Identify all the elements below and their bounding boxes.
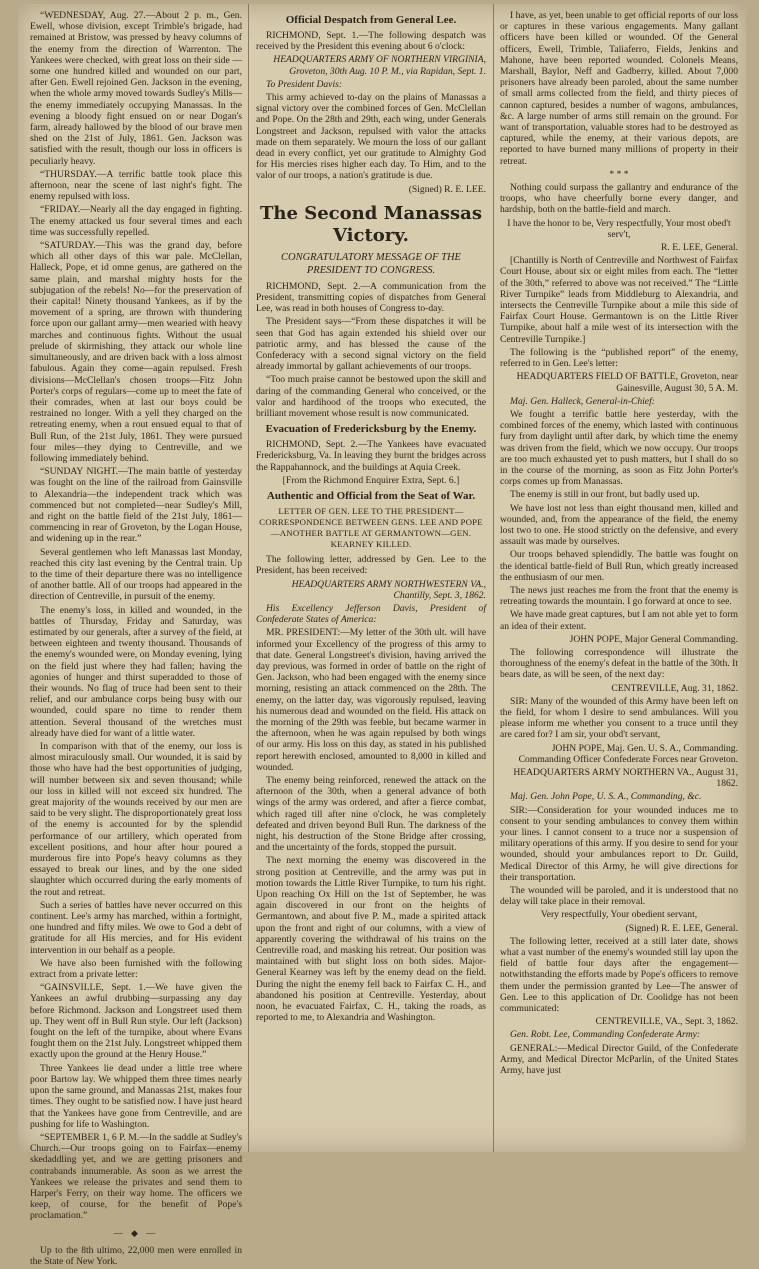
dateline: CENTREVILLE, VA., Sept. 3, 1862. [595, 1016, 738, 1028]
signature: JOHN POPE, Major General Commanding. [569, 633, 738, 645]
paragraph: SIR:—Consideration for your wounded induces me to consent to your sending ambulances to convey them within your lines. I cannot consent to a truce nor a suspension of military operations of this army. If you desire to send for your wounded, should your ambulances report to Dr. Guild, Medical Director of this Army, he will give directions for their transportation. [500, 804, 738, 883]
separator-ornament: — ◆ — [113, 1227, 159, 1238]
paragraph: Our troops behaved splendidly. The battle was fought on the identical battle-field of Bull Run, which greatly increased the enthusiasm of our men. [500, 549, 738, 583]
closing-note: Up to the 8th ultimo, 22,000 men were enrolled in the State of New York. [30, 1244, 242, 1267]
paragraph: Several gentlemen who left Manassas last Monday, reached this city last evening by the Central train. Up to the time of their departure there was no intelligence of another battle. All of our troops had appeared in the direction of Centreville, in pursuit of the enemy. [30, 546, 242, 603]
paragraph: [Chantilly is North of Centreville and Northwest of Fairfax Court House, about six or eight miles from each. The “letter of the 30th,” referred to above was not received.” The “Little River Turnpike” leads from Middleburg to Alexandria, and intersects the Centreville Turnpike about a mile this side of Fairfax Court House. Germantown is on the Little River Turnpike, about half a mile west of its intersection with the Centreville Turnpike.] [500, 255, 738, 345]
closing: I have the honor to be, Very respectfully, Your most obed't serv't, [507, 217, 731, 240]
paragraph: I have, as yet, been unable to get official reports of our loss or captures in these various engagements. Many gallant officers have been killed or wounded. Of the General officers, Ewell, Trimble, Taliaferro, Fields, Jenkins and Mahone, have been reported wounded. Colonels Means, Marshall, Baylor, Neff and Gadberry, killed. About 7,000 prisoners have already been paroled, about the same number of small arms collected from the field, and thirty pieces of cannon captured, besides a number of wagons, ambulances, &c. A large number of arms still remain on the ground. For want of transportation, valuable stores had to be destroyed as captured, while the enemy, at their various depots, are reported to have burned many millions of property in their retreat. [500, 10, 738, 167]
paragraph: RICHMOND, Sept. 1.—The following despatch was received by the President this evening about 6 o'clock: [256, 30, 486, 53]
paragraph: “WEDNESDAY, Aug. 27.—About 2 p. m., Gen. Ewell, whose division, except Trimble's brigade, had remained at Bristow, was pressed by heavy columns of the enemy from the direction of Warrenton. The Yankees were checked, with great loss on their side —some one hundred killed and wounded on our part, after Gen. Ewell rejoined Gen. Jackson in the evening, when the whole army moved towards Sudley's Mills—the enemy immediately occupying Manassas. In the evening a bloody fight ensued on or near Dogan's farm, already hallowed by the blood of our brave men shed on the 21st of July, 1861. Gen. Jackson was satisfied with the result, though our loss in officers is peculiarly heavy. [30, 10, 242, 167]
salutation: To President Davis: [266, 78, 343, 90]
signature: R. E. LEE, General. [661, 242, 738, 254]
salutation: His Excellency Jefferson Davis, President of Confederate States of America: [256, 602, 486, 626]
salutation: Maj. Gen. Halleck, General-in-Chief: [510, 395, 655, 407]
dateline: HEADQUARTERS FIELD OF BATTLE, Groveton, near Gainesville, August 30, 5 A. M. [516, 371, 738, 394]
column-rule [248, 4, 249, 1152]
paragraph: “SEPTEMBER 1, 6 P. M.—In the saddle at Sudley's Church.—Our troops going on to Fairfax—enemy skedaddling yet, and we are getting prisoners and contrabands innumerable. As soon as we arrest the Yankees we release the privates and send them to Harper's Ferry, on their way home. The officers we keep, of course, for the benefit of Pope's proclamation.” [30, 1131, 242, 1222]
paragraph: Such a series of battles have never occurred on this continent. Lee's army has marched, within a fortnight, one hundred and fifty miles. We owe to God a debt of gratitude for all His mercies, and for His evident intervention in our behalf as a people. [30, 899, 242, 956]
closing: Very respectfully, Your obedient servant, [540, 909, 698, 921]
paragraph: “SUNDAY NIGHT.—The main battle of yesterday was fought on the line of the railroad from Gainsville to Alexandria—the independent track which was commenced but not completed—near Sudley's Mill, and right on the battle field of the 21st July, 1861—commencing in rear of Groveton, by the Logan House, and widening up in the rear.” [30, 466, 242, 545]
dateline: HEADQUARTERS ARMY NORTHWESTERN VA., Chantilly, Sept. 3, 1862. [291, 578, 486, 601]
paragraph: The following letter, addressed by Gen. Lee to the President, has been received: [256, 554, 486, 577]
paragraph: The enemy being reinforced, renewed the attack on the afternoon of the 30th, when a general advance of both wings of the army was ordered, and after a fierce combat, which raged till after nine o'clock, he was completely defeated and driven beyond Bull Run. The darkness of the night, his destruction of the Stone Bridge after crossing, and the uncertainty of the fords, stopped the pursuit. [256, 774, 486, 854]
paragraph: This army achieved to-day on the plains of Manassas a signal victory over the combined forces of Gen. McClellan and Pope. On the 28th and 29th, each wing, under Generals Longstreet and Jackson, repulsed with valor the attacks made on them separately. We mourn the loss of our gallant dead in every conflict, yet our gratitude to Almighty God for His mercies rises higher each day. To Him, and to the valor of our troops, a nation's gratitude is due. [256, 92, 486, 182]
dateline: CENTREVILLE, Aug. 31, 1862. [611, 682, 738, 694]
paragraph: “Too much praise cannot be bestowed upon the skill and daring of the commanding General who conceived, or the valor and hardihood of the troops who executed, the brilliant movement whose result is now communicated. [256, 374, 486, 420]
paragraph: The President says—“From these dispatches it will be seen that God has again extended his shield over our patriotic army, and has blessed the cause of the Confederacy with a second signal victory on the field already immortal by gallant achievements of our troops. [256, 316, 486, 373]
dateline: HEADQUARTERS ARMY NORTHERN VA., August 31, 1862. [513, 767, 738, 790]
column-1 [30, 10, 242, 1269]
salutation: Maj. Gen. John Pope, U. S. A., Commanding, &c. [510, 791, 702, 803]
paragraph: Three Yankees lie dead under a little tree where poor Bartow lay. We whipped them three times nearly upon the same ground, and Manassas 21st, makes four times. They ought to be satisfied now. I have just heard that the Yankees have gone from Centreville, and are pushing for life to Washington. [30, 1062, 242, 1130]
paragraph: “THURSDAY.—A terrific battle took place this afternoon, near the scene of last night's fight. The enemy repulsed with loss. [30, 168, 242, 203]
stars-divider: * * * [609, 168, 629, 180]
paragraph: The following letter, received at a still later date, shows what a vast number of the enemy's wounded still lay upon the field of battle four days after the engagement—notwithstanding the efforts made by Pope's officers to remove them under the permission granted by Lee—The answer of Gen. Lee to this application of Dr. Coolidge has not been communicated: [500, 935, 738, 1015]
paragraph: Nothing could surpass the gallantry and endurance of the troops, who have cheerfully borne every danger, and hardship, both on the battle-field and march. [500, 182, 738, 216]
headline-official-despatch: Official Despatch from General Lee. [285, 14, 457, 26]
column-2 [256, 10, 486, 1025]
paragraph: The wounded will be paroled, and it is understood that no delay will take place in their removal. [500, 885, 738, 908]
newspaper-clipping [18, 4, 746, 1267]
signature: (Signed) R. E. LEE, General. [625, 922, 738, 934]
salutation: Gen. Robt. Lee, Commanding Confederate Army: [510, 1029, 701, 1041]
paragraph: The enemy is still in our front, but badly used up. [510, 489, 700, 501]
paragraph: We fought a terrific battle here yesterday, with the combined forces of the enemy, which lasted with continuous fury from daylight until after dark, by which time the enemy was driven from the field, which we now occupy. Our troops are too much exhausted yet to push matters, but I shall do so in the course of the morning, as soon as Fitz John Porter's corps comes up from Manassas. [500, 408, 738, 488]
paragraph: The following is the “published report” of the enemy, referred to in Gen. Lee's letter: [500, 346, 738, 370]
paragraph: We have lost not less than eight thousand men, killed and wounded, and, from the appearance of the field, the enemy lost two to one. He stood strictly on the defensive, and every assault was made by ourselves. [500, 502, 738, 548]
paragraph: SIR: Many of the wounded of this Army have been left on the field, for whom I desire to send ambulances. Will you please inform me whether you consent to a truce until they are cared for? I am sir, your obd't servant, [500, 695, 738, 741]
paragraph: GENERAL:—Medical Director Guild, of the Confederate Army, and Medical Director McParlin, of the United States Army, have just [500, 1042, 738, 1077]
headline-authentic: Authentic and Official from the Seat of War. [266, 490, 476, 503]
source-line: [From the Richmond Enquirer Extra, Sept. 6.] [282, 474, 460, 486]
paragraph: “FRIDAY.—Nearly all the day engaged in fighting. The enemy attacked us four several times and each time was successfully repelled. [30, 204, 242, 238]
paragraph: The following correspondence will illustrate the thoroughness of the enemy's defeat in the battle of the 30th. It bears date, as will be seen, of the next day: [500, 646, 738, 681]
headline-evacuation: Evacuation of Fredericksburg by the Enemy. [265, 423, 477, 436]
paragraph: We have made great captures, but I am not able yet to form an idea of their extent. [500, 609, 738, 632]
deck: LETTER OF GEN. LEE TO THE PRESIDENT—CORRESPONDENCE BETWEEN GENS. LEE AND POPE—ANOTHER BATTLE AT GERMANTOWN—GEN. KEARNEY KILLED. [259, 506, 483, 550]
subheadline: CONGRATULATORY MESSAGE OF THE PRESIDENT TO CONGRESS. [281, 251, 461, 276]
column-3 [500, 10, 738, 1078]
paragraph: MR. PRESIDENT:—My letter of the 30th ult. will have informed your Excellency of the progress of this army to that date. General Longstreet's division, having arrived the day previous, was formed in order of battle on the right of Gen. Jackson, who had been engaged with the enemy since morning, resisting an attack commenced on the 28th. The enemy, on the latter day, was vigorously repulsed, leaving his numerous dead and wounded on the field. His attack on the morning of the 29th was feeble, but became warmer in the afternoon, when he was again repulsed by both wings of our army. His loss on this day, as stated in his published report herewith enclosed, amounted to 8,000 in killed and wounded. [256, 627, 486, 773]
paragraph: The news just reaches me from the front that the enemy is retreating towards the mountain. I go forward at once to see. [500, 584, 738, 608]
paragraph: RICHMOND, Sept. 2.—A communication from the President, transmitting copies of dispatches from General Lee, was read in both houses of Congress to-day. [256, 280, 486, 315]
paragraph: We have also been furnished with the following extract from a private letter: [30, 957, 242, 981]
paragraph: The next morning the enemy was discovered in the strong position at Centreville, and the army was put in motion towards the Little River Turnpike, to turn his right. Upon reaching Ox Hill on the 1st of September, he was again discovered in our front on the heights of Germantown, and about five P. M., made a spirited attack upon the front and right of our columns, with a view of apparently covering the withdrawal of his trains on the Centreville road, and masking his retreat. Our position was maintained with but slight loss on both sides. Major-General Kearney was left by the enemy dead on the field. During the night the enemy fell back to Fairfax C. H., and abandoned his position at Centreville. Yesterday, about noon, he evacuated Fairfax, C. H., taking the roads, as reported to me, to Alexandria and Washington. [256, 855, 486, 1024]
signature: JOHN POPE, Maj. Gen. U. S. A., Commanding. Commanding Officer Confederate Forces near Groveton. [518, 742, 738, 765]
column-rule [493, 4, 494, 1152]
paragraph: In comparison with that of the enemy, our loss is almost miraculously small. Our wounded, it is said by those who have had the best opportunities of judging, will number between six and seven thousand; while our loss in killed will not exceed six hundred. The great majority of the wounds received by our men are said to be very slight. The disproportionately great loss of the enemy is accounted for by the splendid performance of our artillery, which operated from excellent positions, and hour after hour poured a murderous fire into Pope's heavy columns as they essayed to break our lines, and by the one sided slaughter which occurred during the early moments of the rout and retreat. [30, 741, 242, 898]
dateline: HEADQUARTERS ARMY OF NORTHERN VIRGINIA, Groveton, 30th Aug. 10 P. M., via Rapidan, Sept. 1. [273, 54, 486, 77]
headline-second-manassas: The Second Manassas Victory. [260, 202, 482, 246]
signature: (Signed) R. E. LEE. [408, 183, 486, 195]
paragraph: The enemy's loss, in killed and wounded, in the battles of Thursday, Friday and Saturday, was estimated by our generals, after a survey of the field, at between eighteen and twenty thousand. Thousands of the enemy's wounded were, on Monday evening, lying on the field just where they had fallen; having the agonies of hunger and thirst superadded to those of their wounds. No flag of truce had been sent to their relief, and our ambulance corps being busy with our wounded, could spare no time to render them attention. Several thousand of the wretches must already have died for want of a little water. [30, 604, 242, 739]
paragraph: RICHMOND, Sept. 2.—The Yankees have evacuated Fredericksburg, Va. In leaving they burnt the bridges across the Rappahannock, and the buildings at Aquia Creek. [256, 439, 486, 473]
paragraph: “GAINSVILLE, Sept. 1.—We have given the Yankees an awful drubbing—surpassing any day before Richmond. Jackson and Longstreet used them up. They went off in Bull Run style. Our left (Jackson) fought on the left of the turnpike, about where Evans fought them on the 21st July. Longstreet whipped them exactly upon the ground at the Henry House.” [30, 982, 242, 1061]
paragraph: “SATURDAY.—This was the grand day, before which all other days of this war pale. McClellan, Halleck, Pope, et id omne genus, are gathered on the same plain, and marshal mighty hosts for the subjugation of the rebels! No—for the preservation of their capital! Ninety thousand Yankees, as if by the movement of a spring, are thrown with thundering force upon our gallant army—men wearied with heavy marches and continuous fights. Without the usual prelude of skirmishing, they attack our whole line simultaneously, and are driven back with a loss almost fabulous. Again they come—again repulsed. Fresh divisions—McClellan's chosen troops—Fitz John Porter's corps of regulars—come up to meet the fate of their comrades, when at last our boys could be restrained no longer. With a yell they charged on the retreating enemy, when a rout ensued equal to that of Bull Run, of the 21st July, 1861. They were pursued four miles—they dying to Centreville, and we following immediately behind. [30, 240, 242, 464]
